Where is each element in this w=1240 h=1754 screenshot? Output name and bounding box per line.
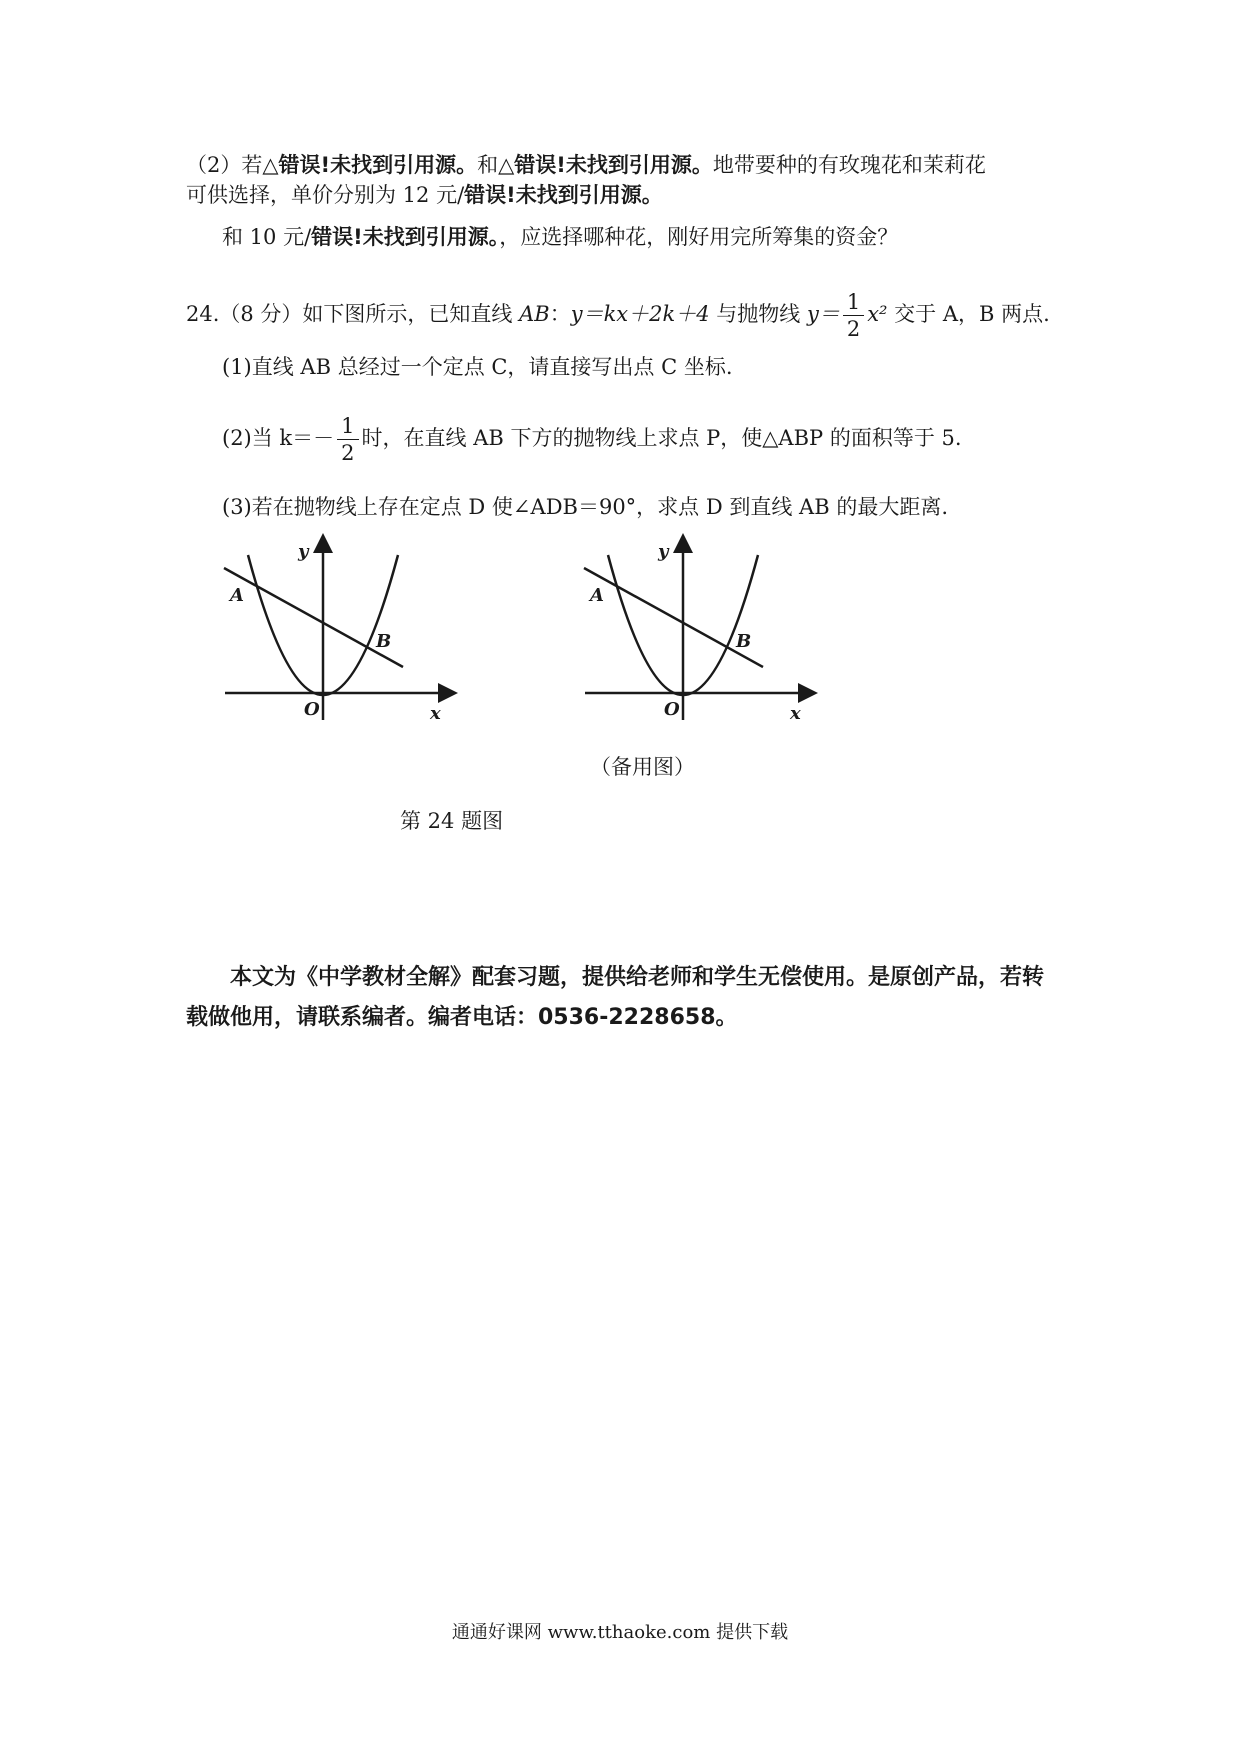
label-b: B bbox=[376, 631, 392, 652]
q24-part2: (2)当 k＝－ $\frac{1}{2}$ 时，在直线 AB 下方的抛物线上求点 P，使△ABP 的面积等于 5. bbox=[222, 414, 962, 465]
fraction-one-half: $\frac{1}{2}$ bbox=[337, 413, 358, 466]
copyright-notice: 本文为《中学教材全解》配套习题，提供给老师和学生无偿使用。是原创产品，若转载做他用，请联系编者。编者电话：0536-2228658。 bbox=[186, 965, 1045, 1030]
q24-stem: 24.（8 分）如下图所示，已知直线 AB：y＝kx＋2k＋4 与抛物线 y＝ $\frac{1}{2}$ x² 交于 A，B 两点. bbox=[186, 290, 1050, 341]
fraction-one-half: $\frac{1}{2}$ bbox=[843, 289, 864, 342]
q23-part2-line3: 和 10 元/错误!未找到引用源。，应选择哪种花，刚好用完所筹集的资金？ bbox=[222, 225, 899, 249]
ref-error: 错误!未找到引用源。 bbox=[311, 225, 500, 249]
ref-error: 错误!未找到引用源。 bbox=[278, 153, 478, 177]
label-a: A bbox=[590, 585, 604, 606]
label-x: x bbox=[790, 703, 801, 724]
page-footer: 通通好课网 www.tthaoke.com 提供下载 bbox=[451, 1622, 789, 1643]
label-y: y bbox=[298, 541, 309, 562]
q23-part2-line2: 可供选择，单价分别为 12 元/错误!未找到引用源。 bbox=[186, 183, 663, 207]
label-o: O bbox=[664, 699, 680, 720]
label-o: O bbox=[304, 699, 320, 720]
figure-caption: 第 24 题图 bbox=[400, 809, 504, 833]
label-x: x bbox=[430, 703, 441, 724]
figure-backup-graph bbox=[580, 535, 820, 725]
line-ab bbox=[584, 568, 763, 667]
ref-error: 错误!未找到引用源。 bbox=[514, 153, 713, 177]
q24-part1: (1)直线 AB 总经过一个定点 C，请直接写出点 C 坐标. bbox=[222, 355, 733, 379]
q24-part3: (3)若在抛物线上存在定点 D 使∠ADB＝90°，求点 D 到直线 AB 的最大距离. bbox=[222, 495, 948, 519]
line-ab bbox=[224, 568, 403, 667]
label-b: B bbox=[736, 631, 752, 652]
label-a: A bbox=[230, 585, 244, 606]
q23-part2-line1: （2）若△错误!未找到引用源。和△错误!未找到引用源。地带要种的有玫瑰花和茉莉花 bbox=[186, 153, 986, 177]
backup-figure-caption: （备用图） bbox=[590, 755, 695, 779]
label-y: y bbox=[658, 541, 669, 562]
figure-main-graph bbox=[220, 535, 460, 725]
ref-error: 错误!未找到引用源。 bbox=[464, 183, 663, 207]
